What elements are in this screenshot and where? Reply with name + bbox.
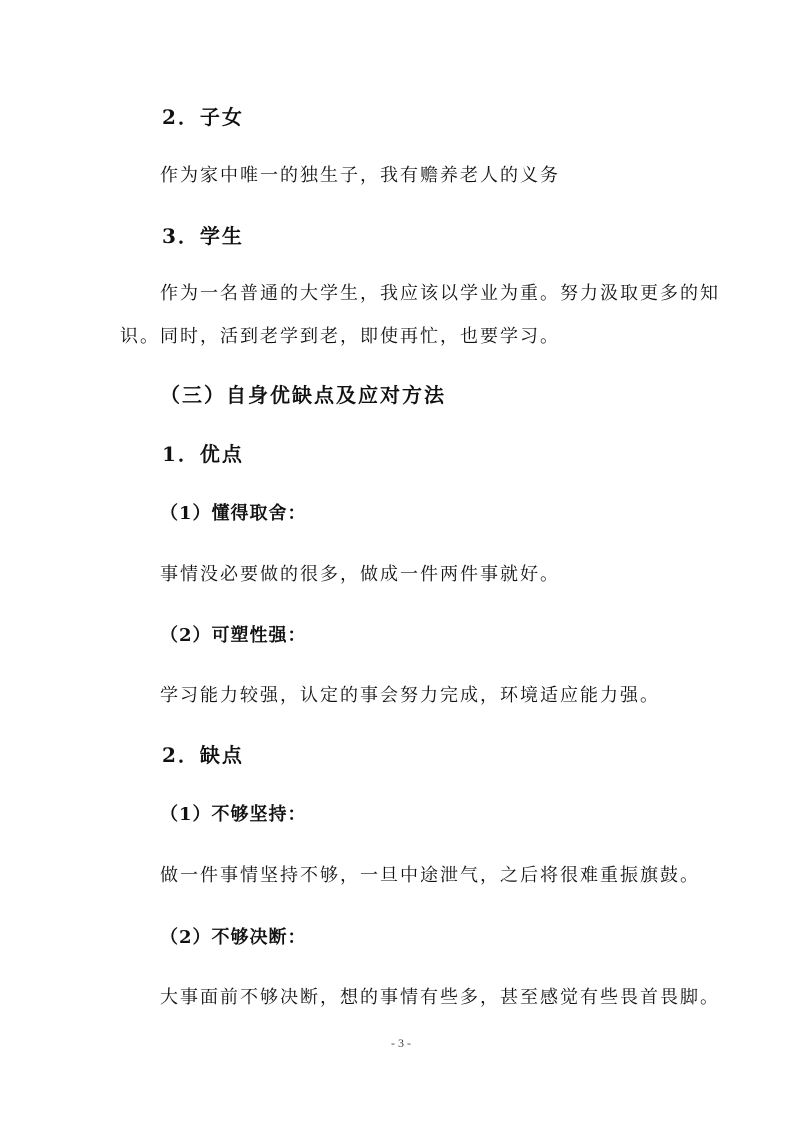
part-three-heading: （三）自身优缺点及应对方法 bbox=[160, 383, 446, 407]
weakness-1-heading: （1）不够坚持： bbox=[160, 804, 307, 825]
weakness-2-heading: （2）不够决断： bbox=[160, 927, 307, 948]
section-heading-children: 2．子女 bbox=[162, 105, 244, 129]
paragraph-children: 作为家中唯一的独生子，我有赡养老人的义务 bbox=[160, 165, 560, 186]
section-heading-student: 3．学生 bbox=[162, 224, 244, 248]
strength-2-text: 学习能力较强，认定的事会努力完成，环境适应能力强。 bbox=[160, 685, 660, 706]
strengths-heading: 1．优点 bbox=[162, 442, 244, 466]
strength-1-text: 事情没必要做的很多，做成一件两件事就好。 bbox=[160, 564, 560, 585]
paragraph-student-line1: 作为一名普通的大学生，我应该以学业为重。努力汲取更多的知 bbox=[160, 283, 720, 304]
paragraph-student-line2: 识。同时，活到老学到老，即使再忙，也要学习。 bbox=[120, 326, 560, 347]
strength-1-heading: （1）懂得取舍： bbox=[160, 503, 307, 524]
strength-2-heading: （2）可塑性强： bbox=[160, 625, 307, 646]
weaknesses-heading: 2．缺点 bbox=[162, 743, 244, 767]
page-number: - 3 - bbox=[391, 1036, 411, 1050]
weakness-1-text: 做一件事情坚持不够，一旦中途泄气，之后将很难重振旗鼓。 bbox=[160, 865, 700, 886]
weakness-2-text: 大事面前不够决断，想的事情有些多，甚至感觉有些畏首畏脚。 bbox=[160, 987, 720, 1008]
